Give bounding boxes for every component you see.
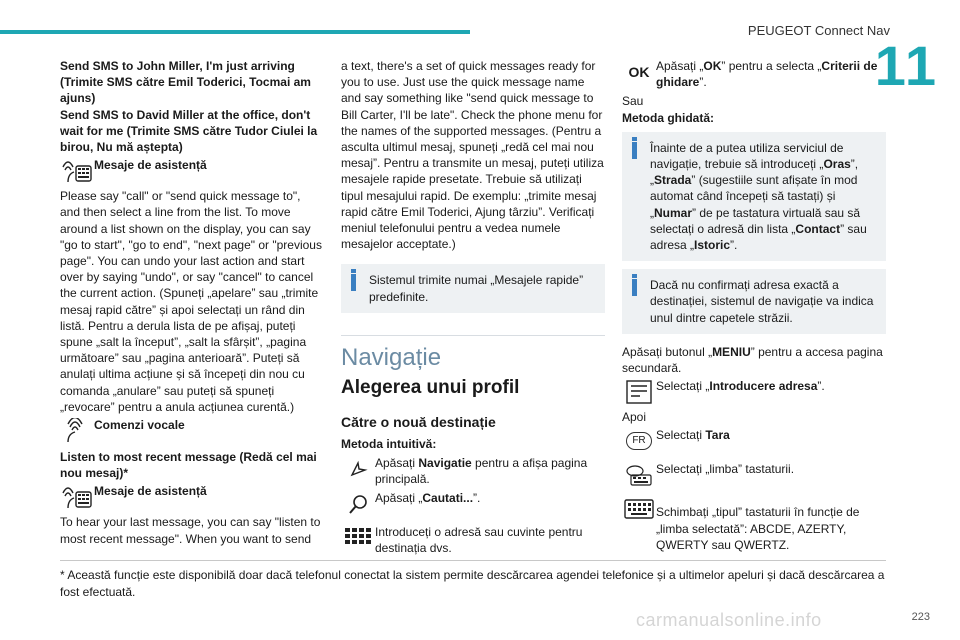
step-country xyxy=(622,427,886,455)
section-title-new-destination: Către o nouă destinație xyxy=(341,414,496,431)
info-icon-2 xyxy=(632,140,650,253)
voice-assist-icon xyxy=(60,157,94,185)
voice-commands-row xyxy=(60,417,322,445)
voice-command-sms-2: Send SMS to David Miller at the office, don't wait for me (Trimite SMS către Tudor Ciulei la birou, Nu mă aștepta) xyxy=(60,107,318,155)
step-enter-address xyxy=(341,524,605,556)
assist-messages-row-2 xyxy=(60,483,322,511)
assist-messages-label-2: Mesaje de asistență xyxy=(94,484,207,499)
voice-commands-label: Comenzi vocale xyxy=(94,418,185,433)
info-icon-3 xyxy=(632,277,650,326)
header-title: PEUGEOT Connect Nav xyxy=(747,23,890,38)
page-number: 223 xyxy=(911,611,930,623)
guided-method-label: Metoda ghidată: xyxy=(622,110,714,125)
menu-instructions: Apăsați butonul „MENIU” pentru a accesa pagina secundară. xyxy=(622,344,883,376)
address-entry-icon xyxy=(622,378,656,406)
voice-command-listen: Listen to most recent message (Redă cel mai nou mesaj)* xyxy=(60,450,317,481)
listen-instructions: To hear your last message, you can say "listen to most recent message". When you want to send xyxy=(60,515,321,546)
step-enter-address-menu-text: Selectați „Introducere adresa”. xyxy=(656,379,825,394)
watermark: carmanualsonline.info xyxy=(636,610,822,630)
or-label: Sau xyxy=(622,94,644,109)
keyboard-grid-icon xyxy=(341,524,375,552)
assist-messages-row xyxy=(60,157,322,185)
country-fr-icon: FR xyxy=(622,427,656,455)
assist-instructions: Please say "call" or "send quick message to", and then select a line from the list. To move around a list shown on the display, you can say "go to start", "go to end", "next page" or "previous page". You can undo your last action and start over by saying "undo", or say "cancel" to cancel the current action. (Spuneți „apelare” sau „trimite mesaj rapid către” și apoi selectați un rând din listă. Pentru a derula lista de pe afișaj, puteți spune „salt la început”, „salt la sfârșit”, „pagina următoare” sau „pagina anterioară”. Puteți să anulați ultima acțiune și să începeți din nou cu comanda „anulare” sau puteți să spuneți „revocare” pentru a anula acțiunea curentă.) xyxy=(60,189,322,414)
info-note-confirm-text: Dacă nu confirmați adresa exactă a destinației, sistemul de navigație va indica unul dintre capetele străzii. xyxy=(650,278,874,325)
then-label: Apoi xyxy=(622,410,647,425)
navigation-arrow-icon xyxy=(341,455,375,483)
chapter-number: 11 xyxy=(874,34,938,97)
ok-icon: OK xyxy=(628,63,650,80)
assist-messages-label: Mesaje de asistență xyxy=(94,158,207,173)
step-search-text: Apăsați „Cautati...”. xyxy=(375,491,481,506)
info-note-address-text: Înainte de a putea utiliza serviciul de navigație, trebuie să introduceți „Oras”, „Strada” (sugestiile sunt afișate în mod automat când începeți să tastați) și „Numar” de pe tastatura virtuală sau să selectați o adresă din lista „Contact” sau adresa „Istoric”. xyxy=(650,140,867,253)
footnote: * Această funcție este disponibilă doar dacă telefonul conectat la sistem permite descărcarea agendei telefonice și a ultimelor apeluri și dacă descărcarea a fost efectuată. xyxy=(60,560,886,600)
step-enter-address-menu xyxy=(622,378,886,406)
step-enter-address-text: Introduceți o adresă sau cuvinte pentru destinația dvs. xyxy=(375,525,583,556)
search-icon xyxy=(341,490,375,518)
voice-command-sms-1: Send SMS to John Miller, I'm just arriving (Trimite SMS către Emil Toderici, Tocmai am ajuns) xyxy=(60,59,311,106)
language-keyboard-icon xyxy=(622,461,656,489)
info-note-quick-messages xyxy=(341,264,605,312)
step-language xyxy=(622,461,886,489)
step-navigation-text: Apăsați Navigatie pentru a afișa pagina principală. xyxy=(375,455,588,486)
section-title-navigation: Navigație xyxy=(341,335,605,366)
step-country-text: Selectați Tara xyxy=(656,428,730,443)
voice-command-icon xyxy=(60,417,94,445)
column-2 xyxy=(341,58,605,559)
column-1 xyxy=(60,58,322,547)
quick-message-text: a text, there's a set of quick messages ready for you to use. Just use the quick message name and say something like "send quick message to Bill Carter, I'll be late". Check the phone menu for the names of the supported messages. (Pentru a asculta ultimul mesaj, spuneți „redă cel mai nou mesaj”. Pentru a transmite un mesaj, puteți utiliza mesajele rapide presetate. Trebuie să utilizați tipul mesajului rapid. De exemplu: „trimite mesaj rapid către Emil Toderici, Ajung târziu”. Verificați meniul telefonului pentru a vedea numele mesajelor acceptate.) xyxy=(341,59,604,252)
step-search xyxy=(341,490,605,518)
info-note-confirm xyxy=(622,269,886,334)
section-title-profile: Alegerea unui profil xyxy=(341,377,520,399)
intuitive-method-label: Metoda intuitivă: xyxy=(341,437,437,452)
keyboard-icon xyxy=(622,495,656,523)
step-language-text: Selectați „limba” tastaturii. xyxy=(656,462,795,477)
step-ok-text: Apăsați „OK” pentru a selecta „Criterii de ghidare”. xyxy=(656,59,878,90)
keyboard-type-paragraph: Schimbați „tipul” tastaturii în funcție de „limba selectată”: ABCDE, AZERTY, QWERTY sau QWERTZ. xyxy=(656,505,860,552)
column-3 xyxy=(622,58,886,553)
voice-assist-icon-2 xyxy=(60,483,94,511)
step-ok xyxy=(622,58,886,90)
info-note-text: Sistemul trimite numai „Mesajele rapide” predefinite. xyxy=(369,273,584,304)
info-note-address xyxy=(622,132,886,261)
step-navigation xyxy=(341,455,605,487)
header-accent-bar xyxy=(0,30,470,34)
info-icon xyxy=(351,272,369,304)
